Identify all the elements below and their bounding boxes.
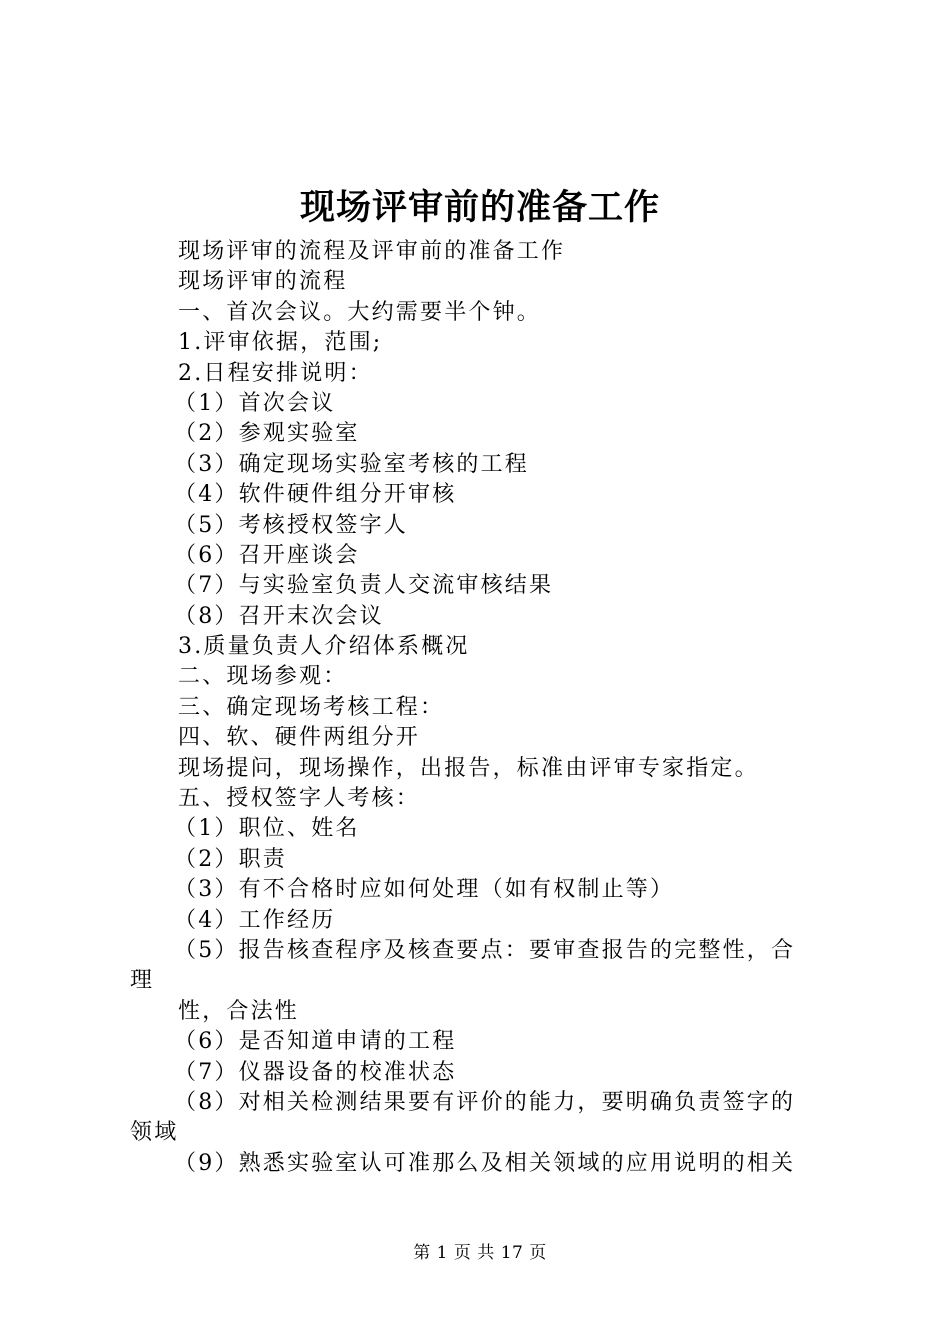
body-line: （2）参观实验室 [174,421,360,447]
body-line: 领域 [130,1120,179,1146]
page-footer: 第 1 页 共 17 页 [413,1243,547,1263]
body-line: （4）工作经历 [174,907,336,933]
body-line: 1.评审依据，范围; [178,330,383,356]
body-line: （7）仪器设备的校准状态 [174,1059,457,1085]
document-body [130,237,840,1179]
body-line: （7）与实验室负责人交流审核结果 [174,573,554,599]
body-line: 性，合法性 [178,998,300,1024]
body-line: （8）召开末次会议 [174,603,384,629]
body-line: （2）职责 [174,846,287,872]
body-line: 2.日程安排说明： [178,360,373,386]
document-title: 现场评审前的准备工作 [299,187,660,228]
body-line: 四、软、硬件两组分开 [178,725,421,751]
body-line: 一、首次会议。大约需要半个钟。 [178,299,542,325]
body-line: 3.质量负责人介绍体系概况 [178,634,470,660]
body-line: 现场评审的流程及评审前的准备工作 [178,239,566,264]
body-line: 二、现场参观： [178,664,348,690]
body-line: （3）有不合格时应如何处理（如有权制止等） [174,877,675,903]
body-line: （4）软件硬件组分开审核 [174,482,457,508]
body-line: （3）确定现场实验室考核的工程 [174,451,529,477]
body-line: （1）职位、姓名 [174,816,360,842]
body-line: 五、授权签字人考核： [178,786,421,812]
body-line: （5）考核授权签字人 [174,512,408,538]
body-line: （8）对相关检测结果要有评价的能力，要明确负责签字的 [174,1089,796,1115]
body-line: 现场评审的流程 [178,269,348,295]
body-line: （5）报告核查程序及核查要点：要审查报告的完整性，合 [174,937,796,963]
body-line: 现场提问，现场操作，出报告，标准由评审专家指定。 [178,755,759,781]
body-line: （9）熟悉实验室认可准那么及相关领域的应用说明的相关 [174,1150,796,1176]
body-line: （6）召开座谈会 [174,542,360,568]
body-line: 理 [130,968,155,994]
body-line: （6）是否知道申请的工程 [174,1029,457,1055]
body-line: 三、确定现场考核工程： [178,694,445,720]
body-line: （1）首次会议 [174,390,336,416]
